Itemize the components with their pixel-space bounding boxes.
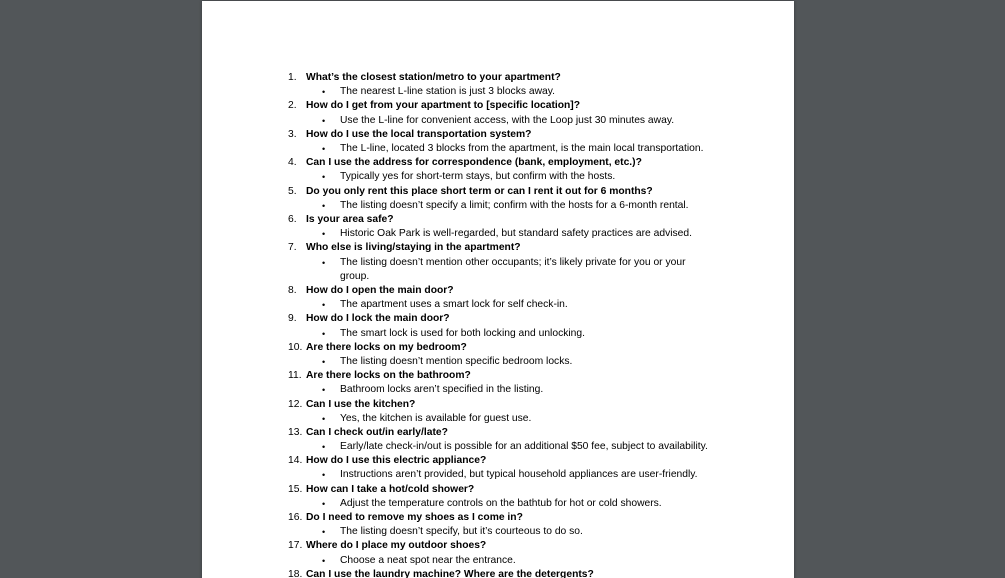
faq-question: Is your area safe? [306,213,394,225]
faq-question-row [288,539,768,553]
faq-answer: The apartment uses a smart lock for self check-in. [340,299,568,311]
faq-answer: Historic Oak Park is well-regarded, but standard safety practices are advised. [340,228,692,240]
faq-question: Who else is living/staying in the apartment? [306,242,521,254]
faq-answer-row [288,440,768,454]
bullet-icon: • [322,143,326,154]
faq-question: How do I use this electric appliance? [306,455,487,467]
faq-answer: The listing doesn’t specify a limit; confirm with the hosts for a 6-month rental. [340,199,689,211]
bullet-icon: • [322,498,326,509]
faq-answer-row [288,142,768,156]
faq-item [288,284,768,312]
faq-question: Are there locks on my bedroom? [306,341,467,353]
faq-answer: The L-line, located 3 blocks from the apartment, is the main local transportation. [340,142,704,154]
faq-question-row [288,284,768,298]
faq-question: Can I use the kitchen? [306,398,416,410]
faq-question: How can I take a hot/cold shower? [306,483,475,495]
faq-question-row [288,71,768,85]
faq-question-row [288,341,768,355]
faq-number: 17. [288,540,303,552]
document-page [202,1,794,578]
faq-question: Can I check out/in early/late? [306,426,448,438]
faq-item [288,341,768,369]
faq-item [288,454,768,482]
faq-item [288,99,768,127]
faq-item [288,71,768,99]
faq-answer: Early/late check-in/out is possible for an additional $50 fee, subject to availability. [340,441,708,453]
faq-question: Do you only rent this place short term or can I rent it out for 6 months? [306,185,653,197]
faq-item [288,539,768,567]
faq-number: 10. [288,341,303,353]
faq-item [288,511,768,539]
faq-answer: The listing doesn’t mention specific bedroom locks. [340,355,573,367]
faq-answer-row [288,412,768,426]
faq-number: 14. [288,455,303,467]
bullet-icon: • [322,300,326,311]
faq-answer-row [288,355,768,369]
faq-answer: The listing doesn’t mention other occupants; it’s likely private for you or your group. [340,256,686,282]
faq-number: 15. [288,483,303,495]
bullet-icon: • [322,115,326,126]
bullet-icon: • [322,555,326,566]
faq-item [288,156,768,184]
faq-question-row [288,398,768,412]
faq-question: How do I open the main door? [306,284,454,296]
bullet-icon: • [322,356,326,367]
faq-question: What’s the closest station/metro to your apartment? [306,72,561,83]
faq-answer-row [288,554,768,568]
faq-answer: Choose a neat spot near the entrance. [340,554,516,566]
faq-number: 12. [288,398,303,410]
faq-question-row [288,185,768,199]
faq-question-row [288,213,768,227]
faq-item [288,213,768,241]
faq-number: 8. [288,284,297,296]
faq-item [288,426,768,454]
faq-answer-row [288,199,768,213]
faq-item [288,398,768,426]
faq-answer: Typically yes for short-term stays, but confirm with the hosts. [340,171,616,183]
faq-answer: Adjust the temperature controls on the bathtub for hot or cold showers. [340,497,662,509]
faq-answer: Use the L-line for convenient access, with the Loop just 30 minutes away. [340,114,675,126]
faq-answer: The listing doesn’t specify, but it’s courteous to do so. [340,526,583,538]
faq-question: Where do I place my outdoor shoes? [306,540,487,552]
faq-item [288,483,768,511]
faq-question-row [288,454,768,468]
faq-question-row [288,511,768,525]
faq-question-row [288,312,768,326]
bullet-icon: • [322,200,326,211]
faq-question: How do I lock the main door? [306,313,450,325]
faq-answer: The smart lock is used for both locking and unlocking. [340,327,585,339]
faq-answer: Bathroom locks aren’t specified in the listing. [340,384,544,396]
faq-question-row [288,426,768,440]
faq-item [288,128,768,156]
faq-item [288,568,768,578]
bullet-icon: • [322,87,326,98]
faq-answer-row [288,256,768,284]
faq-item [288,241,768,284]
faq-answer-row [288,468,768,482]
faq-question: Can I use the address for correspondence (bank, employment, etc.)? [306,157,642,169]
faq-number: 5. [288,185,297,197]
faq-question-row [288,483,768,497]
bullet-icon: • [322,527,326,538]
faq-number: 4. [288,157,297,169]
bullet-icon: • [322,413,326,424]
bullet-icon: • [322,328,326,339]
bullet-icon: • [322,229,326,240]
faq-question-row [288,369,768,383]
faq-question: How do I use the local transportation system? [306,128,532,140]
faq-question: Do I need to remove my shoes as I come in? [306,512,523,524]
faq-answer: Instructions aren’t provided, but typical household appliances are user-friendly. [340,469,698,481]
faq-answer-row [288,85,768,99]
faq-answer-row [288,114,768,128]
bullet-icon: • [322,172,326,183]
faq-question: Are there locks on the bathroom? [306,370,471,382]
faq-answer-row [288,497,768,511]
faq-question: How do I get from your apartment to [specific location]? [306,100,581,112]
faq-item [288,312,768,340]
faq-list [288,71,768,578]
faq-answer: The nearest L-line station is just 3 blocks away. [340,86,556,98]
bullet-icon: • [322,257,326,268]
faq-answer-row [288,327,768,341]
faq-question-row [288,568,768,578]
faq-number: 6. [288,213,297,225]
faq-number: 3. [288,128,297,140]
bullet-icon: • [322,442,326,453]
faq-question: Can I use the laundry machine? Where are the detergents? [306,568,594,578]
faq-answer-row [288,298,768,312]
faq-question-row [288,128,768,142]
faq-number: 7. [288,242,297,254]
faq-item [288,185,768,213]
faq-answer: Yes, the kitchen is available for guest use. [340,412,532,424]
bullet-icon: • [322,385,326,396]
faq-answer-row [288,170,768,184]
faq-item [288,369,768,397]
faq-number: 11. [288,370,302,382]
faq-number: 13. [288,426,303,438]
faq-number: 18. [288,568,303,578]
faq-answer-row [288,525,768,539]
faq-question-row [288,99,768,113]
faq-answer-row [288,227,768,241]
faq-question-row [288,156,768,170]
faq-number: 9. [288,313,297,325]
faq-answer-row [288,383,768,397]
faq-question-row [288,241,768,255]
bullet-icon: • [322,470,326,481]
faq-number: 2. [288,100,297,112]
faq-number: 16. [288,512,303,524]
faq-number: 1. [288,72,297,83]
